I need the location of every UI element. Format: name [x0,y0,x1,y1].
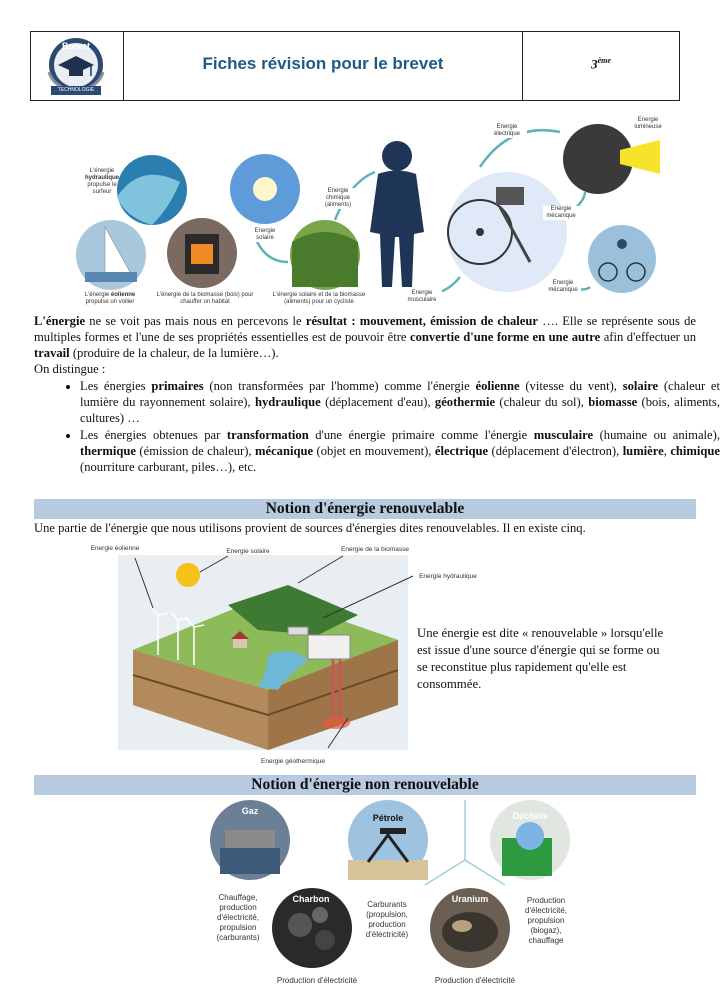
bullet-transformation: • Les énergies obtenues par transformation d'une énergie primaire comme l'énergie musculaire (humaine ou animale), thermique (émission de chaleur), mécanique (objet en mouvement), électrique (déplacement d'électron), lumière, chimique (nourriture carburant, piles…), etc. [80,427,720,475]
heading-non-renouvelable: Notion d'énergie non renouvelable [34,775,696,795]
label-hydraulique: L'énergie hydraulique propulse le surfeur [84,168,119,195]
label-energie-biomasse: Energie de la biomasse [341,546,409,553]
label-uranium: Uranium [451,894,489,904]
label-solaire-biomasse: L'énergie solaire et de la biomasse (aliments) pour un cycliste [272,292,366,305]
tag-energie-lumineuse: Energie lumineuse [634,117,662,130]
logo-text-bottom: TECHNOLOGIE [57,87,95,93]
page-title: Fiches révision pour le brevet [202,54,444,73]
energy-types-list [56,378,720,476]
use-dechets: Production d'électricité, propulsion (biogaz), chauffage [525,896,567,945]
label-energie-geothermique: Energie géothermique [261,758,325,765]
label-energie-hydraulique: Energie hydraulique [419,573,477,580]
header-table [30,31,680,101]
label-arrows [118,548,418,763]
renouvelable-definition: Une énergie est dite « renouvelable » lorsqu'elle est issue d'une source d'énergie qui se forme ou se reconstitue plus rapidement qu'elle est consommée. [417,626,664,691]
label-charbon: Charbon [292,894,330,904]
tag-energie-mecanique-2: Energie mécanique [545,280,581,294]
on-distingue: On distingue : [34,362,106,376]
label-eolienne: L'énergie éolienne propulse un voilier [84,292,136,305]
tag-energie-chimique: Energie chimique (aliments) [317,188,359,209]
label-dechets: Déchets [512,811,548,821]
non-renewable-figure [200,800,590,980]
logo-cell [31,32,124,100]
use-charbon: Production d'électricité [276,976,358,985]
use-uranium: Production d'électricité [434,976,516,985]
bullet-primaires: • Les énergies primaires (non transformées par l'homme) comme l'énergie éolienne (vitesse du vent), solaire (chaleur et lumière du rayonnement solaire), hydraulique (déplacement d'eau), géothermie (chaleur du sol), biomasse (bois, aliments, cultures) … [80,378,720,426]
tag-energie-electrique: Energie électrique [487,124,527,138]
cyclist-photo [588,225,656,293]
renouvelable-intro: Une partie de l'énergie que nous utilisons provient de sources d'énergies dites renouvelables. Il en existe cinq. [34,521,586,535]
label-energie-eolienne: Energie éolienne [90,545,140,552]
label-biomasse: L'énergie de la biomasse (bois) pour chauffer un habitat [156,292,254,305]
label-gaz: Gaz [241,806,259,816]
label-energie-solaire: Energie solaire [226,548,270,555]
intro-paragraph: L'énergie ne se voit pas mais nous en percevons le résultat : mouvement, émission de chaleur …. Elle se représente sous de multiples formes et l'une de ses propriétés essentielles est de pouvoir être convertie d'une forme en une autre afin d'effectuer un travail (produire de la chaleur, de la lumière…). [34,314,696,360]
human-silhouette [370,141,424,287]
logo-text-top: Brevet [61,41,90,51]
tag-energie-mecanique-1: Energie mécanique [543,206,579,220]
heading-renouvelable: Notion d'énergie renouvelable [34,499,696,519]
use-gaz: Chauffage, production d'électricité, propulsion (carburants) [216,893,260,942]
label-petrole: Pétrole [372,813,404,823]
use-petrole: Carburants (propulsion, production d'électricité) [365,900,409,939]
tag-energie-musculaire: Energie musculaire [402,290,442,304]
tag-energie-solaire: Energie solaire [250,228,280,242]
level-label: 3ème [591,56,611,72]
